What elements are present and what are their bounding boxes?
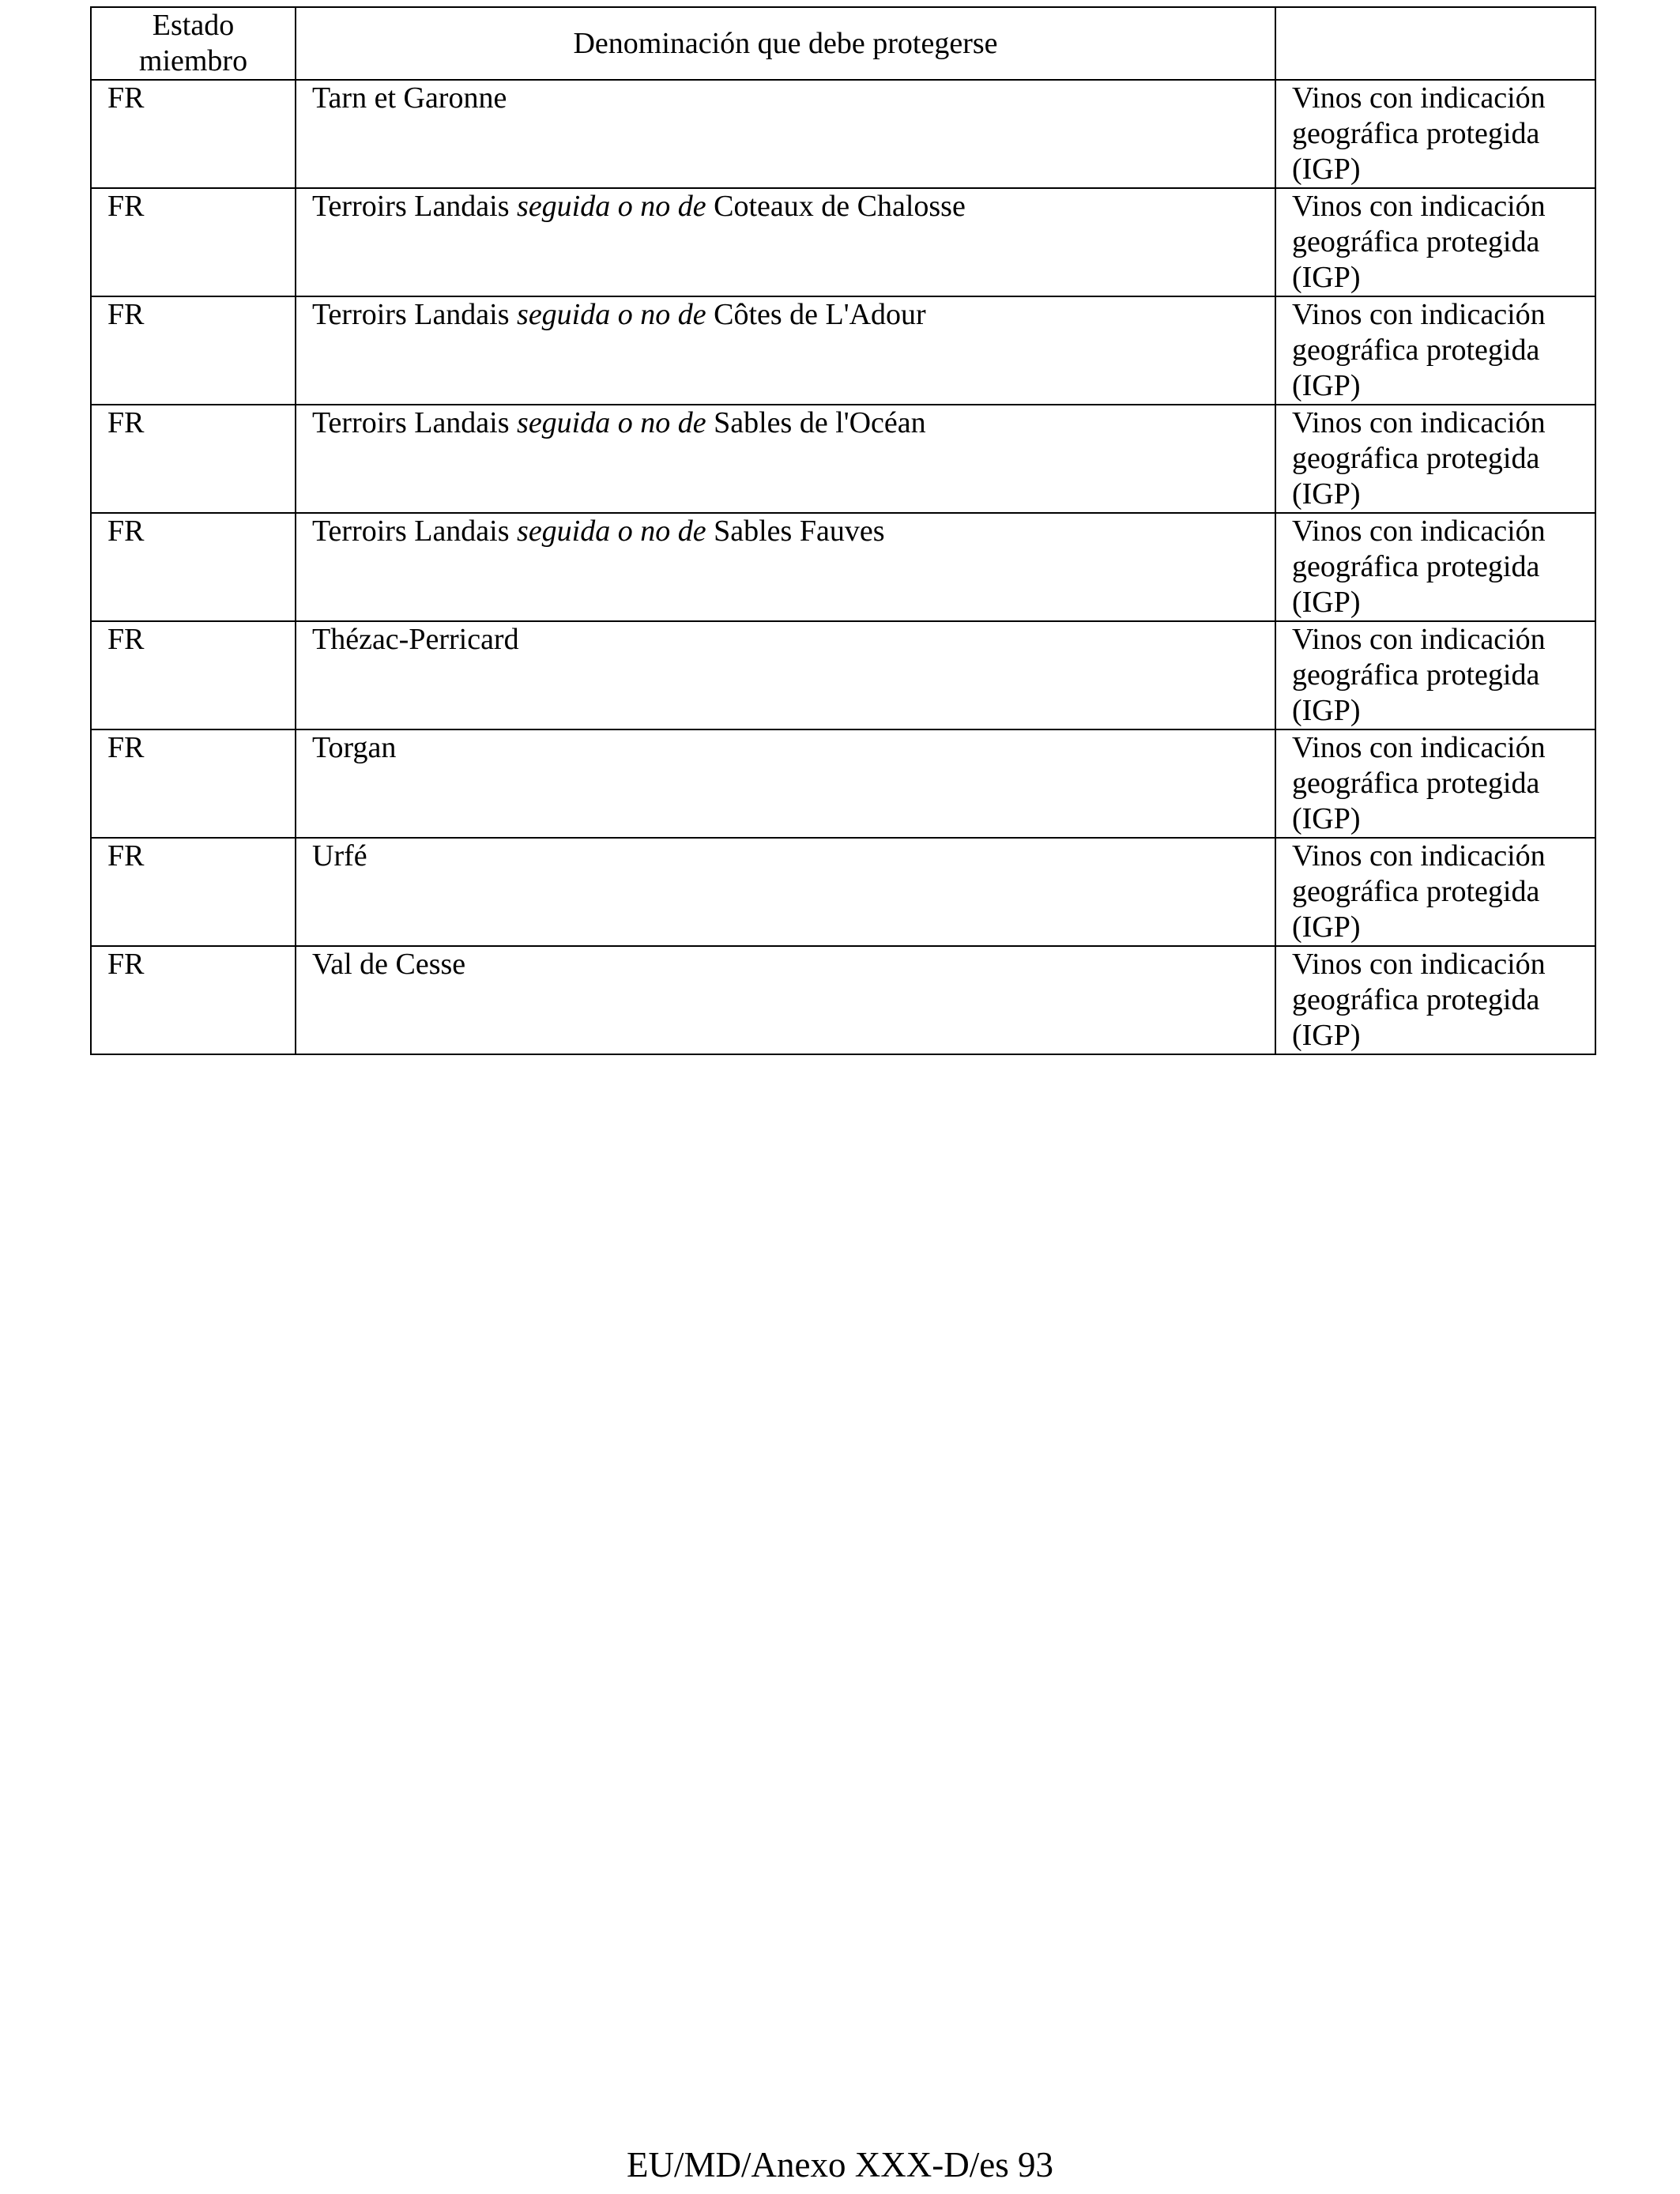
table-row <box>91 621 1595 729</box>
product-type-line: geográfica protegida <box>1292 117 1540 150</box>
table-row <box>91 513 1595 621</box>
cell-member-state: FR <box>91 405 296 513</box>
name-main: Terroirs Landais <box>312 190 510 223</box>
header-protected-name: Denominación que debe protegerse <box>296 7 1275 80</box>
product-type-line: (IGP) <box>1292 1019 1361 1052</box>
cell-product-type <box>1275 621 1595 729</box>
name-connector: seguida o no de <box>517 515 706 548</box>
cell-protected-name <box>296 621 1275 729</box>
product-type-line: (IGP) <box>1292 261 1361 294</box>
name-connector: seguida o no de <box>517 190 706 223</box>
name-main: Terroirs Landais <box>312 515 510 548</box>
table-body <box>91 80 1595 1054</box>
name-suffix: Coteaux de Chalosse <box>714 190 966 223</box>
cell-member-state: FR <box>91 946 296 1054</box>
product-type-line: geográfica protegida <box>1292 550 1540 583</box>
product-type-line: geográfica protegida <box>1292 334 1540 367</box>
cell-member-state: FR <box>91 188 296 296</box>
product-type-line: Vinos con indicación <box>1292 731 1546 764</box>
cell-member-state: FR <box>91 838 296 946</box>
product-type-line: Vinos con indicación <box>1292 839 1546 873</box>
product-type-line: (IGP) <box>1292 586 1361 619</box>
cell-product-type <box>1275 729 1595 838</box>
product-type-line: (IGP) <box>1292 910 1361 944</box>
page-footer-reference: EU/MD/Anexo XXX-D/es 93 <box>627 2145 1053 2185</box>
protected-names-table <box>90 6 1596 1055</box>
name-suffix: Sables de l'Océan <box>714 406 926 439</box>
header-row <box>91 7 1595 80</box>
name-main: Terroirs Landais <box>312 406 510 439</box>
cell-product-type <box>1275 296 1595 405</box>
name-main: Urfé <box>312 839 367 873</box>
cell-product-type <box>1275 513 1595 621</box>
product-type-line: geográfica protegida <box>1292 442 1540 475</box>
name-main: Terroirs Landais <box>312 298 510 331</box>
header-member-state-line1: Estado <box>152 9 235 42</box>
cell-protected-name <box>296 188 1275 296</box>
product-type-line: Vinos con indicación <box>1292 81 1546 115</box>
name-main: Val de Cesse <box>312 948 466 981</box>
product-type-line: (IGP) <box>1292 477 1361 511</box>
header-member-state <box>91 7 296 80</box>
product-type-line: (IGP) <box>1292 153 1361 186</box>
cell-member-state: FR <box>91 729 296 838</box>
name-connector: seguida o no de <box>517 406 706 439</box>
product-type-line: Vinos con indicación <box>1292 298 1546 331</box>
name-suffix: Côtes de L'Adour <box>714 298 926 331</box>
product-type-line: geográfica protegida <box>1292 658 1540 692</box>
cell-protected-name <box>296 296 1275 405</box>
table-row <box>91 296 1595 405</box>
cell-protected-name <box>296 838 1275 946</box>
table-row <box>91 946 1595 1054</box>
name-main: Thézac-Perricard <box>312 623 519 656</box>
product-type-line: geográfica protegida <box>1292 875 1540 908</box>
name-suffix: Sables Fauves <box>714 515 885 548</box>
name-main: Torgan <box>312 731 397 764</box>
name-main: Tarn et Garonne <box>312 81 507 115</box>
cell-member-state: FR <box>91 296 296 405</box>
cell-member-state: FR <box>91 621 296 729</box>
product-type-line: geográfica protegida <box>1292 983 1540 1016</box>
table-row <box>91 188 1595 296</box>
product-type-line: Vinos con indicación <box>1292 406 1546 439</box>
product-type-line: (IGP) <box>1292 694 1361 727</box>
header-member-state-line2: miembro <box>138 44 248 77</box>
cell-product-type <box>1275 80 1595 188</box>
cell-protected-name <box>296 946 1275 1054</box>
table-row <box>91 838 1595 946</box>
cell-product-type <box>1275 946 1595 1054</box>
table-row <box>91 80 1595 188</box>
product-type-line: geográfica protegida <box>1292 225 1540 258</box>
cell-protected-name <box>296 80 1275 188</box>
name-connector: seguida o no de <box>517 298 706 331</box>
header-product-type <box>1275 7 1595 80</box>
product-type-line: Vinos con indicación <box>1292 190 1546 223</box>
cell-product-type <box>1275 838 1595 946</box>
cell-protected-name <box>296 729 1275 838</box>
product-type-line: geográfica protegida <box>1292 767 1540 800</box>
cell-member-state: FR <box>91 80 296 188</box>
product-type-line: (IGP) <box>1292 369 1361 402</box>
table-row <box>91 405 1595 513</box>
cell-product-type <box>1275 188 1595 296</box>
product-type-line: Vinos con indicación <box>1292 623 1546 656</box>
cell-protected-name <box>296 513 1275 621</box>
cell-product-type <box>1275 405 1595 513</box>
table-header <box>91 7 1595 80</box>
product-type-line: Vinos con indicación <box>1292 948 1546 981</box>
product-type-line: Vinos con indicación <box>1292 515 1546 548</box>
cell-protected-name <box>296 405 1275 513</box>
table-row <box>91 729 1595 838</box>
product-type-line: (IGP) <box>1292 802 1361 835</box>
cell-member-state: FR <box>91 513 296 621</box>
